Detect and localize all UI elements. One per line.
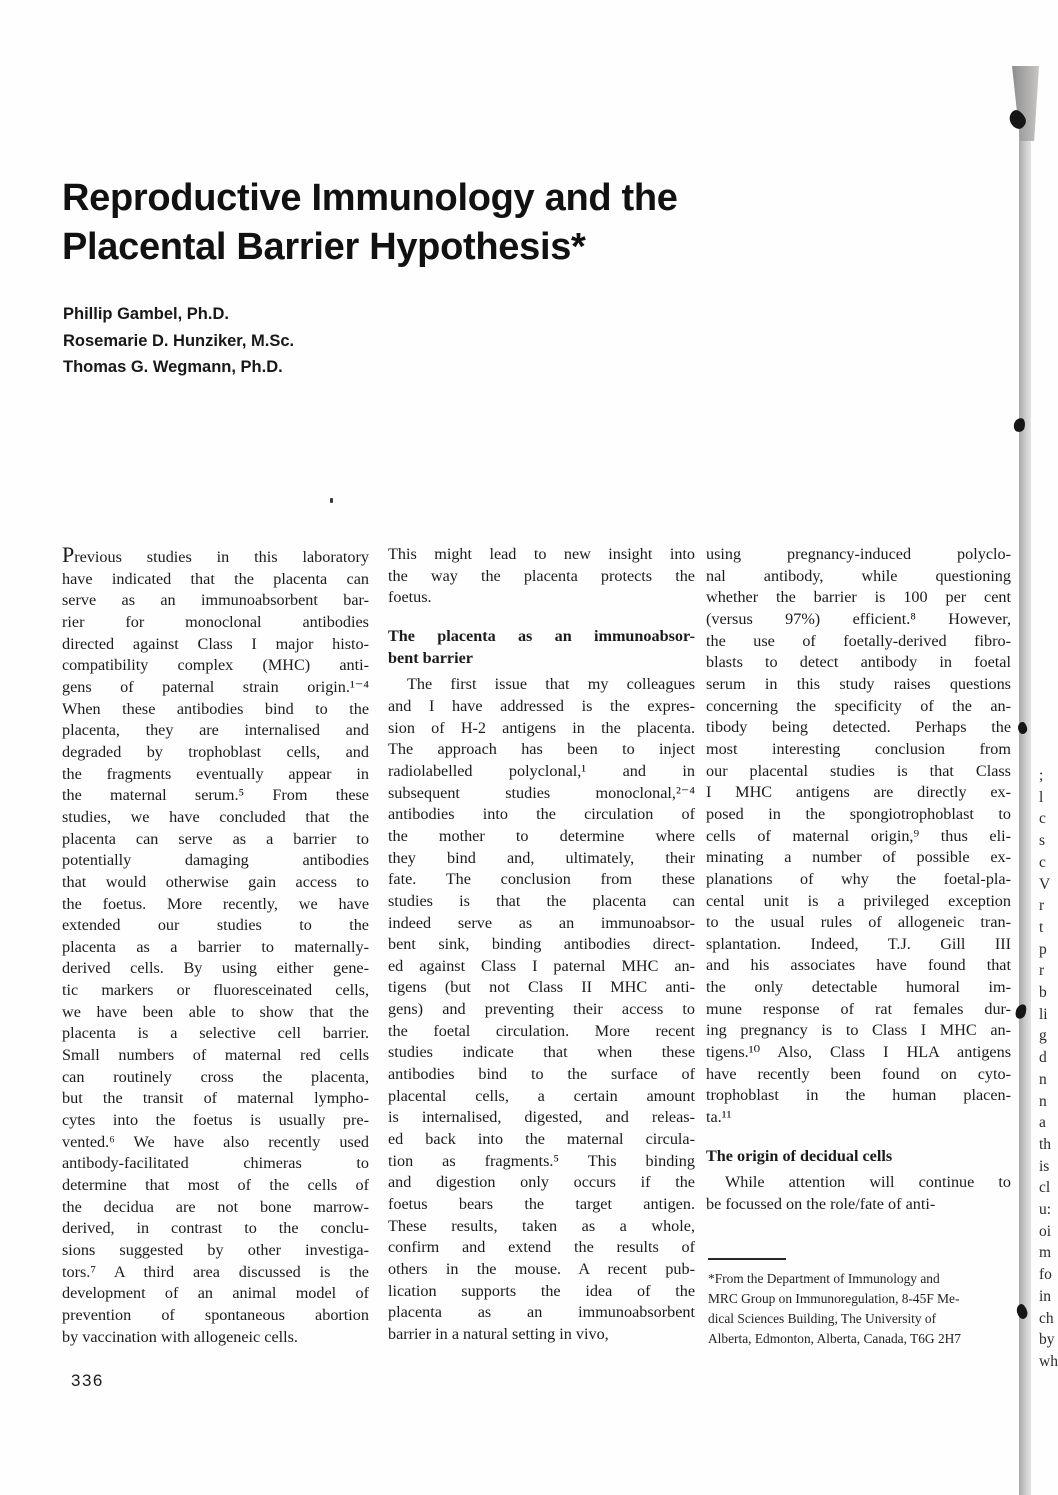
article-title-line: Placental Barrier Hypothesis* [62,226,586,268]
text-line: tors.⁷ A third area discussed is the [62,1262,369,1281]
text-line: These results, taken as a whole, [388,1216,695,1235]
text-line: tic markers or fluoresceinated cells, [62,981,369,1000]
footnote-rule [708,1258,786,1260]
text-line: posed in the spongiotrophoblast to [706,804,1011,823]
text-line: The approach has been to inject [388,740,695,759]
text-line: studies is that the placenta can [388,891,695,910]
edge-fragment: cl [1039,1179,1051,1197]
text-line: placenta, they are internalised and [62,721,369,740]
text-line: placenta as an immunoabsorbent [388,1303,695,1322]
text-line: tibody being detected. Perhaps the [706,718,1011,737]
text-line: by vaccination with allogeneic cells. [62,1327,298,1346]
text-line: gens of paternal strain origin.¹⁻⁴ [62,677,369,696]
edge-fragment: th [1039,1135,1052,1153]
edge-fragment: in [1039,1287,1052,1305]
section-heading [706,1146,1011,1168]
text-line: tion as fragments.⁵ This binding [388,1151,695,1170]
edge-fragment: d [1039,1049,1047,1067]
edge-fragment: fo [1039,1266,1052,1284]
edge-fragment: oi [1039,1222,1052,1240]
footnote-line: *From the Department of Immunology and [708,1271,940,1286]
text-line: This might lead to new insight into [388,545,695,563]
text-line: that would otherwise gain access to [62,872,369,891]
text-line: foetus. [388,588,432,607]
text-line: (versus 97%) efficient.⁸ However, [706,609,1011,628]
text-line: extended our studies to the [62,916,369,935]
text-line: cells of maternal origin,⁹ thus eli- [706,826,1011,845]
text-line: antibodies bind to the surface of [388,1065,695,1084]
footnote-line: Alberta, Edmonton, Alberta, Canada, T6G 2H7 [708,1331,962,1346]
text-line: derived cells. By using either gene- [62,959,369,978]
edge-fragment: p [1039,940,1047,958]
edge-fragment: m [1039,1244,1052,1262]
text-line: we have been able to show that the [62,1002,369,1021]
footnote-text [708,1269,1008,1349]
edge-fragment: b [1039,984,1047,1002]
text-line: nal antibody, while questioning [706,566,1011,585]
text-line: derived, in contrast to the conclu- [62,1219,369,1238]
text-line: splantation. Indeed, T.J. Gill III [706,934,1011,953]
text-line: placenta is a selective cell barrier. [62,1024,369,1043]
heading-line: bent barrier [388,648,473,667]
text-line: serve as an immunoabsorbent bar- [62,591,369,610]
text-line: sion of H-2 antigens in the placenta. [388,718,695,737]
text-line: planations of why the foetal-pla- [706,869,1011,888]
paragraph [706,544,1011,1129]
text-line: blasts to detect antibody in foetal [706,653,1011,672]
edge-fragment: ch [1039,1309,1054,1327]
author-name: Phillip Gambel, Ph.D. [63,305,229,323]
text-line: the way the placenta protects the [388,566,695,585]
footnote-line: MRC Group on Immunoregulation, 8-45F Me- [708,1291,960,1306]
text-line: studies, we have concluded that the [62,807,369,826]
edge-fragment: l [1039,788,1044,806]
section-heading [388,626,695,669]
text-line: mune response of rat females dur- [706,999,1011,1018]
scan-speck [330,498,333,503]
edge-fragment: c [1039,810,1046,828]
text-line: minating a number of possible ex- [706,848,1011,867]
text-line: placenta as a barrier to maternally- [62,937,369,956]
text-line: Previous studies in this laboratory [62,542,369,567]
edge-fragment: t [1039,918,1044,936]
text-line: most interesting conclusion from [706,739,1011,758]
author-name: Thomas G. Wegmann, Ph.D. [63,358,283,376]
paragraph [388,674,695,1345]
text-line: concerning the specificity of the an- [706,696,1011,715]
text-line: fate. The conclusion from these [388,870,695,889]
footnote [708,1258,1008,1349]
text-line: confirm and extend the results of [388,1238,695,1257]
text-line: the foetus. More recently, we have [62,894,369,913]
text-line: ta.¹¹ [706,1108,732,1127]
text-line: tigens.¹⁰ Also, Class I HLA antigens [706,1043,1011,1062]
text-line: our placental studies is that Class [706,761,1011,780]
text-line: the foetal circulation. More recent [388,1021,695,1040]
text-line: whether the barrier is 100 per cent [706,588,1011,607]
paragraph [388,544,695,609]
edge-fragment: c [1039,853,1046,871]
text-line: sions suggested by other investiga- [62,1241,369,1259]
text-line: can routinely cross the placenta, [62,1067,369,1086]
text-line: but the transit of maternal lympho- [62,1089,369,1108]
text-line: lication supports the idea of the [388,1281,695,1300]
text-line: subsequent studies monoclonal,²⁻⁴ [388,783,695,802]
text-line: and digestion only occurs if the [388,1173,695,1192]
text-line: foetus bears the target antigen. [388,1195,695,1214]
text-line: barrier in a natural setting in vivo, [388,1324,609,1343]
edge-fragment: r [1039,897,1045,915]
text-line: vented.⁶ We have also recently used [62,1132,369,1151]
text-line: rier for monoclonal antibodies [62,612,369,631]
text-line: antibodies into the circulation of [388,805,695,824]
text-line: While attention will continue to [725,1173,1011,1192]
text-line: ed against Class I paternal MHC an- [388,956,695,975]
text-line: placental cells, a certain amount [388,1086,695,1105]
text-line: the mother to determine where [388,826,695,845]
edge-fragment: ; [1039,767,1044,784]
text-line: is internalised, digested, and releas- [388,1108,695,1127]
text-line: tigens (but not Class II MHC anti- [388,978,695,997]
edge-fragment: is [1039,1157,1050,1175]
heading-line: The origin of decidual cells [706,1146,893,1165]
edge-fragment: r [1039,962,1045,980]
text-line: Small numbers of maternal red cells [62,1046,369,1065]
text-line: degraded by trophoblast cells, and [62,742,369,761]
edge-fragment: a [1039,1114,1046,1132]
heading-line: The placenta as an immunoabsor- [388,626,695,645]
text-line: and I have addressed is the expres- [388,696,695,715]
text-line: the fragments eventually appear in [62,764,369,783]
text-line: development of an animal model of [62,1284,369,1303]
edge-fragment: u: [1039,1201,1052,1219]
text-line: ing pregnancy is to Class I MHC an- [706,1021,1011,1040]
text-line: the decidua are not bone marrow- [62,1197,369,1216]
paragraph [706,1172,1011,1215]
text-line: to the usual rules of allogeneic tran- [706,913,1011,932]
edge-fragment: wh [1039,1352,1058,1370]
author-list [63,301,483,381]
edge-fragment: n [1039,1070,1047,1088]
author-name: Rosemarie D. Hunziker, M.Sc. [63,331,295,350]
edge-fragment: n [1039,1092,1047,1110]
text-line: the maternal serum.⁵ From these [62,786,369,805]
article-title [62,174,822,272]
text-line: cental unit is a privileged exception [706,891,1011,910]
text-line: The first issue that my colleagues [407,675,695,694]
text-line: ed back into the maternal circula- [388,1130,695,1149]
article-title-line: Reproductive Immunology and the [62,177,678,219]
text-line: studies indicate that when these [388,1043,695,1062]
text-line: directed against Class I major histo- [62,634,369,653]
footnote-line: dical Sciences Building, The University of [708,1311,937,1326]
text-line: have recently been found on cyto- [706,1064,1011,1083]
text-line: indeed serve as an immunoabsor- [388,913,695,932]
text-line: I MHC antigens are directly ex- [706,783,1011,802]
text-line: bent sink, binding antibodies direct- [388,935,695,954]
text-line: potentially damaging antibodies [62,851,369,870]
text-line: the only detectable humoral im- [706,978,1011,997]
text-column-1 [62,544,369,1348]
text-line: determine that most of the cells of [62,1176,369,1195]
text-column-3 [706,544,1011,1216]
text-line: they bind and, ultimately, their [388,848,695,867]
page-gutter-shadow-top [1012,66,1039,141]
text-line: the use of foetally-derived fibro- [706,631,1011,650]
text-line: serum in this study raises questions [706,674,1011,693]
paragraph [62,544,369,1348]
text-line: trophoblast in the human placen- [706,1086,1011,1105]
edge-fragment: by [1039,1331,1055,1349]
edge-fragment: s [1039,832,1046,850]
text-line: have indicated that the placenta can [62,569,369,588]
text-line: radiolabelled polyclonal,¹ and in [388,761,695,780]
text-line: placenta can serve as a barrier to [62,829,369,848]
text-line: and his associates have found that [706,956,1011,975]
edge-fragment: li [1039,1005,1048,1023]
text-line: antibody-facilitated chimeras to [62,1154,369,1173]
edge-fragment: g [1039,1027,1047,1045]
text-line: cytes into the foetus is usually pre- [62,1111,369,1130]
text-line: gens) and preventing their access to [388,1000,695,1019]
edge-fragment: V [1039,875,1051,893]
text-column-2 [388,544,695,1346]
text-line: others in the mouse. A recent pub- [388,1260,695,1278]
text-line: compatibility complex (MHC) anti- [62,656,369,675]
adjacent-page-text-fragments [1039,765,1058,1373]
text-line: using pregnancy-induced polyclo- [706,545,1011,563]
text-line: When these antibodies bind to the [62,699,369,718]
text-line: prevention of spontaneous abortion [62,1305,369,1324]
page-number: 336 [71,1371,104,1390]
page-gutter-shadow [1019,66,1031,1495]
text-line: be focussed on the role/fate of anti- [706,1195,936,1214]
